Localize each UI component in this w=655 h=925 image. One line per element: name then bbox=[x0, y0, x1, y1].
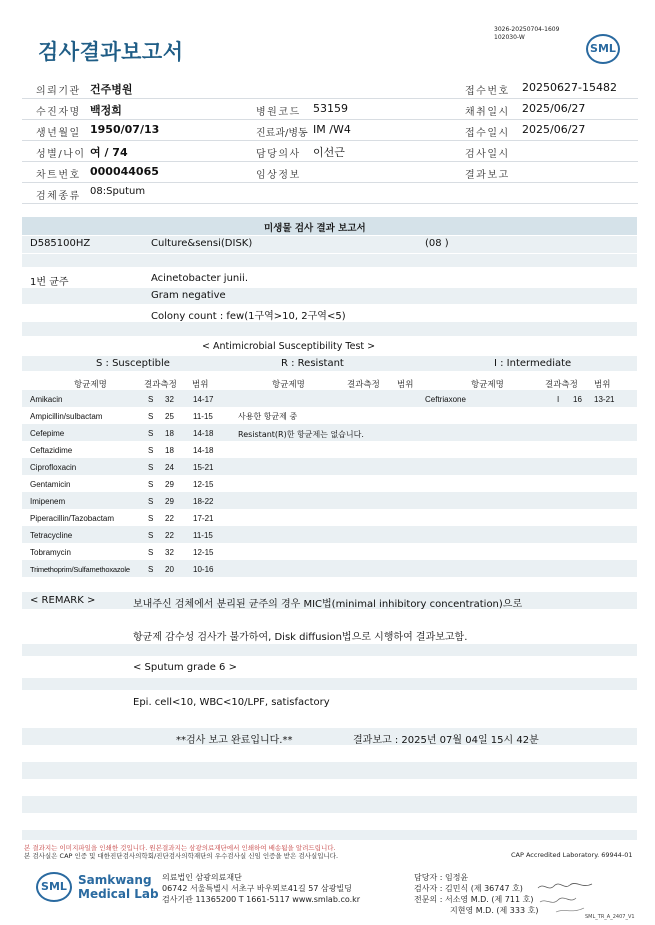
drug-value: 29 bbox=[165, 480, 174, 489]
empty-band-1 bbox=[22, 762, 637, 779]
footer-staff bbox=[414, 872, 538, 916]
drug-value: 24 bbox=[165, 463, 174, 472]
drug-range: 11-15 bbox=[193, 412, 213, 421]
gram-stain: Gram negative bbox=[151, 290, 226, 301]
empty-band-3 bbox=[22, 830, 637, 840]
report-title: 검사결과보고서 bbox=[38, 40, 184, 64]
drug-value: 20 bbox=[165, 565, 174, 574]
drug-range: 12-15 bbox=[193, 548, 214, 557]
drug-name: Ciprofloxacin bbox=[30, 463, 77, 472]
dept-label: 진료과/병동 bbox=[256, 128, 308, 139]
recipient-label: 수진자명 bbox=[36, 107, 81, 118]
drug-range: 18-22 bbox=[193, 497, 214, 506]
organism-name: Acinetobacter junii. bbox=[151, 273, 248, 284]
drug-value: 32 bbox=[165, 548, 174, 557]
birth-value: 1950/07/13 bbox=[90, 123, 160, 136]
collect-date-label: 채취일시 bbox=[465, 107, 510, 118]
institution-label: 의뢰기관 bbox=[36, 86, 81, 97]
drug-result: S bbox=[148, 514, 154, 523]
staff-specialist-1: 전문의 : 서소영 M.D. (제 711 호) bbox=[414, 895, 534, 904]
drug-name: Ampicillin/sulbactam bbox=[30, 412, 103, 421]
col-drug-header-3: 항균제명 bbox=[471, 380, 504, 390]
complete-band bbox=[22, 728, 637, 745]
footer-street: 06742 서울특별시 서초구 바우뫼로41길 57 삼광빌딩 bbox=[162, 884, 352, 893]
drug-result: I bbox=[557, 395, 560, 404]
ast-row-band bbox=[22, 458, 637, 475]
staff-specialist-2: 지현영 M.D. (제 333 호) bbox=[450, 906, 539, 915]
drug-value: 22 bbox=[165, 531, 174, 540]
legend-resistant: R : Resistant bbox=[281, 358, 344, 369]
drug-result: S bbox=[148, 429, 154, 438]
drug-name: Tobramycin bbox=[30, 548, 71, 557]
specimen-value: 08:Sputum bbox=[90, 186, 146, 197]
receive-date-label: 접수일시 bbox=[465, 128, 510, 139]
chart-label: 차트번호 bbox=[36, 170, 81, 181]
drug-range: 14-18 bbox=[193, 446, 214, 455]
hospital-code-value: 53159 bbox=[313, 102, 348, 115]
staff-manager: 담당자 : 임정윤 bbox=[414, 873, 469, 882]
col-drug-header-2: 항균제명 bbox=[272, 380, 305, 390]
sml-logo-icon: SML bbox=[586, 34, 620, 64]
drug-range: 14-18 bbox=[193, 429, 214, 438]
info-row-recipient bbox=[22, 99, 638, 120]
drug-result: S bbox=[148, 395, 154, 404]
drug-range: 17-21 bbox=[193, 514, 214, 523]
footer-org-name: 의료법인 삼광의료재단 bbox=[162, 873, 242, 882]
legend-susceptible: S : Susceptible bbox=[96, 358, 170, 369]
hospital-code-label: 병원코드 bbox=[256, 107, 301, 118]
brand-name-line-1: Samkwang bbox=[78, 873, 152, 887]
document-number bbox=[494, 26, 559, 42]
drug-result: S bbox=[148, 565, 154, 574]
drug-range: 12-15 bbox=[193, 480, 214, 489]
colony-count: Colony count : few(1구역>10, 2구역<5) bbox=[151, 311, 346, 322]
organism-band bbox=[22, 271, 637, 287]
birth-label: 생년월일 bbox=[36, 128, 81, 139]
report-complete: **검사 보고 완료입니다.** bbox=[176, 735, 293, 746]
ast-note-resistant: Resistant(R)한 항균제는 없습니다. bbox=[238, 430, 364, 439]
sputum-grade-title: < Sputum grade 6 > bbox=[133, 662, 237, 673]
col-result-header-1: 결과측정 bbox=[144, 380, 177, 390]
drug-name: Tetracycline bbox=[30, 531, 73, 540]
ast-note-used: 사용한 항균제 중 bbox=[238, 412, 298, 421]
clinical-label: 임상정보 bbox=[256, 170, 301, 181]
drug-range: 11-15 bbox=[193, 531, 213, 540]
footer-address bbox=[162, 872, 360, 905]
spacer-band-1 bbox=[22, 254, 637, 267]
drug-result: S bbox=[148, 463, 154, 472]
drug-range: 14-17 bbox=[193, 395, 214, 404]
institution-value: 건주병원 bbox=[90, 83, 133, 96]
collect-date-value: 2025/06/27 bbox=[522, 102, 586, 115]
drug-range: 13-21 bbox=[594, 395, 615, 404]
ast-row-band bbox=[22, 492, 637, 509]
drug-result: S bbox=[148, 497, 154, 506]
grade-band bbox=[22, 659, 637, 677]
col-drug-header-1: 항균제명 bbox=[74, 380, 107, 390]
test-code: D585100HZ bbox=[30, 238, 91, 249]
drug-value: 22 bbox=[165, 514, 174, 523]
ast-title: < Antimicrobial Susceptibility Test > bbox=[202, 341, 376, 352]
receipt-no-label: 접수번호 bbox=[465, 86, 510, 97]
col-result-header-2: 결과측정 bbox=[347, 380, 380, 390]
info-row-chart bbox=[22, 162, 638, 183]
section-title: 미생물 검사 결과 보고서 bbox=[264, 223, 366, 234]
brand-name-line-2: Medical Lab bbox=[78, 887, 159, 901]
drug-name: Ceftriaxone bbox=[425, 395, 466, 404]
form-code: SML_TR_A_2407_V1 bbox=[585, 914, 635, 920]
remark-line-2: 항균제 감수성 검사가 불가하여, Disk diffusion법으로 시행하여 결과보고함. bbox=[133, 632, 468, 643]
signature-icon bbox=[536, 880, 596, 916]
staff-tester: 검사자 : 김민식 (제 36747 호) bbox=[414, 884, 523, 893]
spacer-band-2 bbox=[22, 322, 637, 336]
specimen-label: 검체종류 bbox=[36, 191, 81, 202]
spacer-band-3 bbox=[22, 610, 637, 622]
drug-name: Piperacillin/Tazobactam bbox=[30, 514, 115, 523]
document-number-line-1: 3026-20250704-1609 bbox=[494, 26, 560, 33]
legend-intermediate: I : Intermediate bbox=[494, 358, 572, 369]
test-date-label: 검사일시 bbox=[465, 149, 510, 160]
drug-name: Imipenem bbox=[30, 497, 66, 506]
sex-age-value: 여 / 74 bbox=[90, 146, 128, 159]
test-row-band bbox=[22, 236, 637, 253]
test-sub: (08 ) bbox=[425, 238, 449, 249]
sex-age-label: 성별/나이 bbox=[36, 149, 86, 160]
col-range-header-2: 범위 bbox=[397, 380, 414, 390]
remark-label: < REMARK > bbox=[30, 595, 96, 606]
drug-value: 29 bbox=[165, 497, 174, 506]
info-row-institution bbox=[22, 78, 638, 99]
receive-date-value: 2025/06/27 bbox=[522, 123, 586, 136]
sputum-grade-detail: Epi. cell<10, WBC<10/LPF, satisfactory bbox=[133, 697, 330, 708]
drug-value: 16 bbox=[573, 395, 582, 404]
drug-name: Trimethoprim/Sulfamethoxazole bbox=[30, 565, 130, 574]
col-range-header-3: 범위 bbox=[594, 380, 611, 390]
spacer-band-4 bbox=[22, 644, 637, 656]
footer-accreditation-notice: 본 검사실은 CAP 인증 및 대한진단검사의학회/진단검사의학재단의 우수검사실 신임 인증을 받은 검사실입니다. bbox=[24, 852, 339, 860]
remark-line-1: 보내주신 검체에서 분리된 균주의 경우 MIC법(minimal inhibitory concentration)으로 bbox=[133, 599, 523, 610]
ast-row-band bbox=[22, 526, 637, 543]
test-name: Culture&sensi(DISK) bbox=[151, 238, 253, 249]
col-range-header-1: 범위 bbox=[192, 380, 209, 390]
doctor-label: 담당의사 bbox=[256, 149, 301, 160]
col-result-header-3: 결과측정 bbox=[545, 380, 578, 390]
footer-cap: CAP Accredited Laboratory. 69944-01 bbox=[511, 851, 633, 859]
doctor-value: 이선근 bbox=[313, 146, 345, 159]
drug-range: 15-21 bbox=[193, 463, 214, 472]
spacer-band-5 bbox=[22, 678, 637, 690]
drug-result: S bbox=[148, 480, 154, 489]
receipt-no-value: 20250627-15482 bbox=[522, 81, 617, 94]
drug-name: Gentamicin bbox=[30, 480, 71, 489]
drug-name: Cefepime bbox=[30, 429, 65, 438]
drug-name: Amikacin bbox=[30, 395, 63, 404]
drug-range: 10-16 bbox=[193, 565, 214, 574]
dept-value: IM /W4 bbox=[313, 123, 351, 136]
footer-image-notice: 본 결과지는 이미지파일을 인쇄한 것입니다. 원본결과지는 삼광의료재단에서 인쇄하여 배송됨을 알려드립니다. bbox=[24, 844, 336, 852]
info-row-sex-age bbox=[22, 141, 638, 162]
info-row-birth bbox=[22, 120, 638, 141]
report-complete-time: 결과보고 : 2025년 07월 04일 15시 42분 bbox=[353, 735, 539, 746]
drug-value: 18 bbox=[165, 429, 174, 438]
gram-band bbox=[22, 288, 637, 304]
drug-name: Ceftazidime bbox=[30, 446, 73, 455]
drug-result: S bbox=[148, 412, 154, 421]
sml-footer-logo-icon: SML bbox=[36, 872, 72, 902]
footer-contact: 검사기관 11365200 T 1661-5117 www.smlab.co.kr bbox=[162, 895, 361, 904]
drug-result: S bbox=[148, 548, 154, 557]
document-number-line-2: 102030-W bbox=[494, 34, 525, 41]
ast-row-band bbox=[22, 390, 637, 407]
drug-result: S bbox=[148, 531, 154, 540]
organism-label: 1번 균주 bbox=[30, 277, 69, 288]
drug-value: 18 bbox=[165, 446, 174, 455]
result-report-label: 결과보고 bbox=[465, 170, 510, 181]
drug-value: 25 bbox=[165, 412, 174, 421]
info-row-specimen bbox=[22, 183, 638, 204]
chart-value: 000044065 bbox=[90, 165, 159, 178]
drug-value: 32 bbox=[165, 395, 174, 404]
drug-result: S bbox=[148, 446, 154, 455]
recipient-value: 백정희 bbox=[90, 104, 122, 117]
brand-name bbox=[78, 873, 159, 901]
empty-band-2 bbox=[22, 796, 637, 813]
spacer-band-6 bbox=[22, 712, 637, 724]
